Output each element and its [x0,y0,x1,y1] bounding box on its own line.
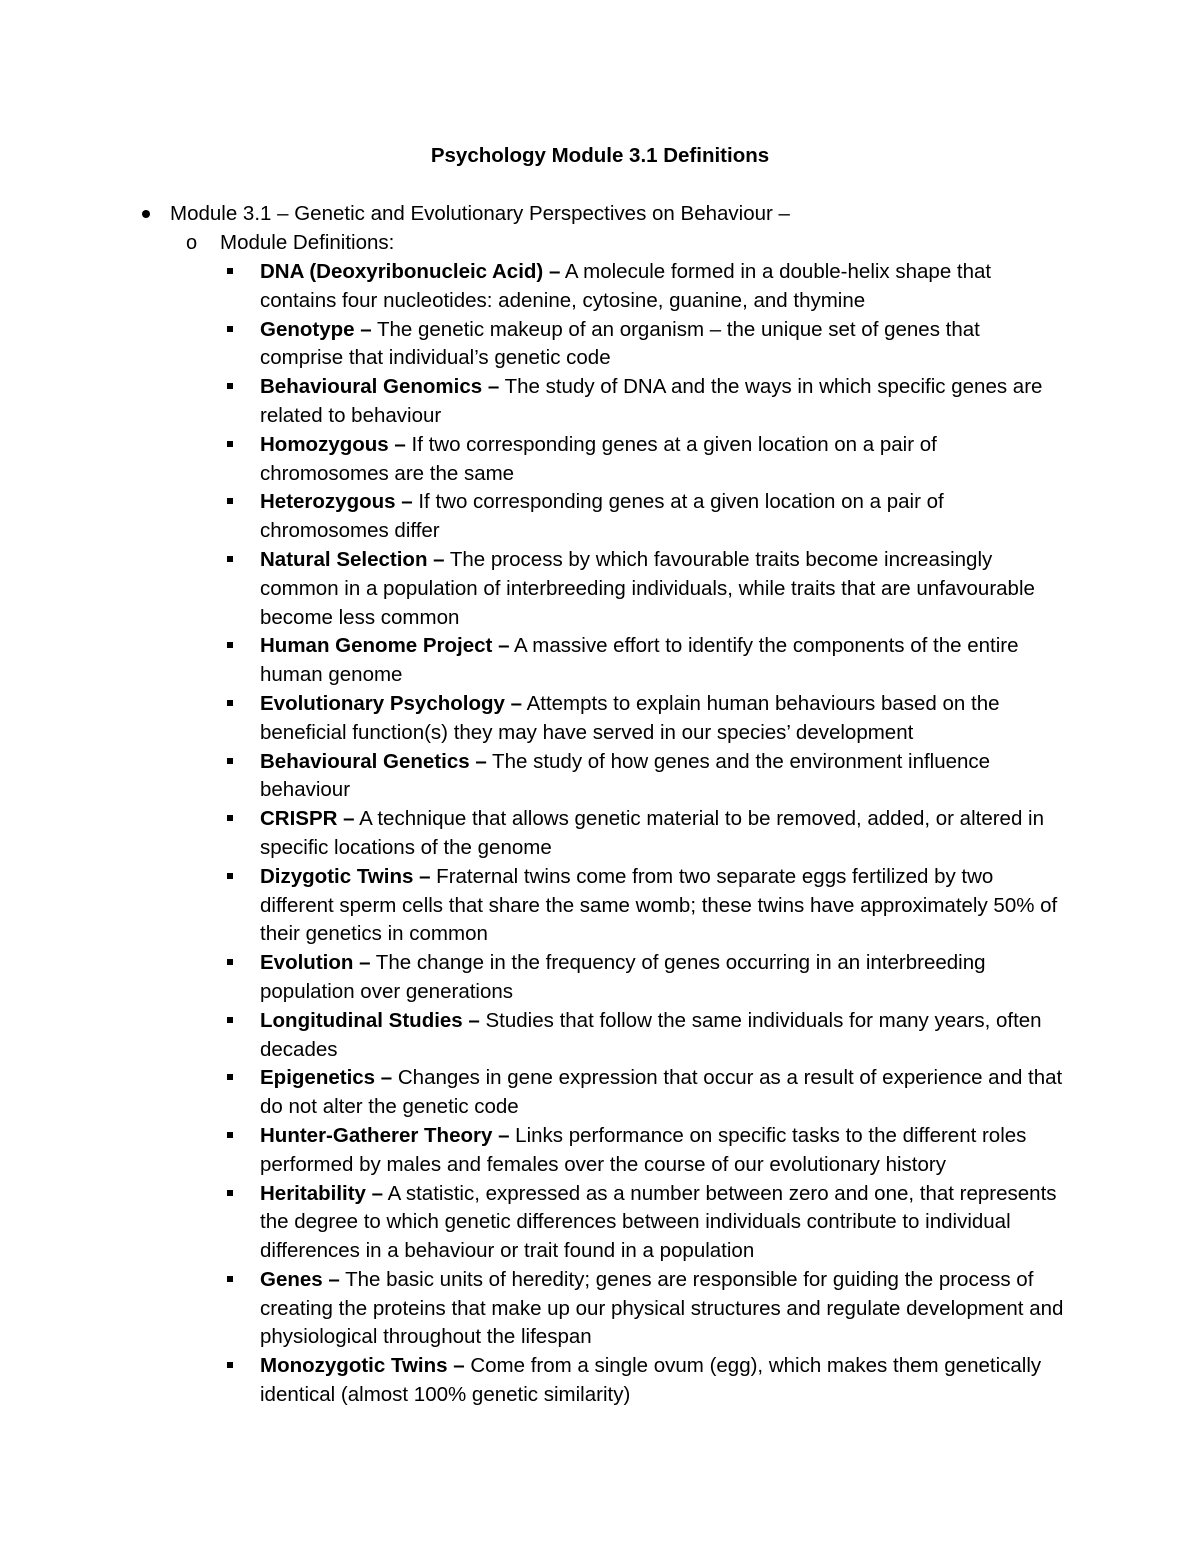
definition-text: A technique that allows genetic material to be removed, added, or altered in specific locations of the genome [260,807,1045,859]
definition-text: Studies that follow the same individuals for many years, often decades [260,1008,1042,1061]
bullet-square-icon [227,1017,233,1023]
definition-text: If two corresponding genes at a given location on a pair of chromosomes differ [260,490,944,543]
definition-text: The study of how genes and the environment influence behaviour [260,749,991,802]
definition-item [260,748,1065,806]
definition-text: A massive effort to identify the components of the entire human genome [260,634,1019,687]
bullet-square-icon [227,1132,233,1138]
definition-item [260,805,1065,863]
definition-term: DNA (Deoxyribonucleic Acid) – [260,260,561,283]
definition-item [260,1007,1065,1065]
bullet-square-icon [227,1074,233,1080]
definition-term: Genotype – [260,317,372,341]
bullet-square-icon [227,1362,233,1368]
definition-item [260,431,1065,489]
definition-item [260,863,1065,949]
definition-text: Fraternal twins come from two separate eggs fertilized by two different sperm cells that share the same womb; these twins have approximately 50% of their genetics in common [260,864,1058,946]
definition-term: Genes – [260,1267,340,1291]
definition-term: Hunter-Gatherer Theory – [260,1123,510,1147]
definition-term: Longitudinal Studies – [260,1008,480,1032]
definition-term: Dizygotic Twins – [260,864,431,888]
module-heading-text: Module 3.1 – Genetic and Evolutionary Perspectives on Behaviour – [170,202,790,225]
definition-item [260,1352,1065,1410]
module-heading [170,200,1070,229]
definitions-subheading [186,229,1020,258]
definition-text: The study of DNA and the ways in which specific genes are related to behaviour [260,375,1043,427]
bullet-circle-icon: o [186,232,198,254]
definition-item [260,488,1065,546]
bullet-square-icon [227,642,233,648]
definition-text: Changes in gene expression that occur as a result of experience and that do not alter the genetic code [260,1066,1063,1119]
definition-term: Homozygous – [260,432,406,456]
definition-term: Heterozygous – [260,490,413,514]
bullet-square-icon [227,700,233,706]
definition-term: Evolution – [260,951,371,975]
bullet-square-icon [227,326,233,332]
bullet-square-icon [227,498,233,504]
definition-item [260,316,1065,374]
bullet-square-icon [227,556,233,562]
definition-item [260,1064,1065,1122]
bullet-square-icon [227,959,233,965]
definition-item [260,546,1065,632]
definition-text: A molecule formed in a double-helix shape that contains four nucleotides: adenine, cytosine, guanine, and thymine [260,260,992,312]
definition-text: Come from a single ovum (egg), which makes them genetically identical (almost 100% genetic similarity) [260,1354,1042,1407]
definition-item [260,1266,1065,1352]
definition-term: Behavioural Genetics – [260,749,487,773]
definition-term: CRISPR – [260,807,355,831]
definition-term: Epigenetics – [260,1066,393,1090]
bullet-square-icon [227,758,233,764]
definition-item [260,258,1065,316]
definitions-list [260,258,1065,1410]
definition-item [260,632,1065,690]
definition-text: Attempts to explain human behaviours based on the beneficial function(s) they may have served in our species’ development [260,691,1000,744]
bullet-square-icon [227,383,233,389]
bullet-square-icon [227,268,233,274]
definition-item [260,373,1065,431]
bullet-square-icon [227,441,233,447]
definition-item [260,949,1065,1007]
definition-text: Links performance on specific tasks to the different roles performed by males and females over the course of our evolutionary history [260,1123,1027,1176]
page-title: Psychology Module 3.1 Definitions [430,144,770,167]
definition-text: The basic units of heredity; genes are responsible for guiding the process of creating the proteins that make up our physical structures and regulate development and physiological throughout the lifespan [260,1267,1064,1349]
definition-text: The change in the frequency of genes occurring in an interbreeding population over generations [260,951,986,1003]
definition-text: If two corresponding genes at a given location on a pair of chromosomes are the same [260,432,937,485]
definition-term: Monozygotic Twins – [260,1354,465,1378]
definition-item [260,1122,1065,1180]
bullet-square-icon [227,1276,233,1282]
definition-term: Behavioural Genomics – [260,375,500,399]
definition-text: The genetic makeup of an organism – the unique set of genes that comprise that individual’s genetic code [260,317,980,370]
bullet-square-icon [227,815,233,821]
definition-text: A statistic, expressed as a number between zero and one, that represents the degree to which genetic differences between individuals contribute to individual differences in a behaviour or trait found in a population [260,1181,1057,1263]
definition-term: Heritability – [260,1181,384,1205]
definition-term: Human Genome Project – [260,634,510,658]
subheading-text: Module Definitions: [220,231,395,254]
bullet-dot-icon [142,210,150,218]
bullet-square-icon [227,873,233,879]
definition-text: The process by which favourable traits become increasingly common in a population of interbreeding individuals, while traits that are unfavourable become less common [260,547,1035,629]
definition-term: Natural Selection – [260,547,445,571]
definition-item [260,690,1065,748]
bullet-square-icon [227,1190,233,1196]
definition-item [260,1180,1065,1266]
definition-term: Evolutionary Psychology – [260,691,523,715]
